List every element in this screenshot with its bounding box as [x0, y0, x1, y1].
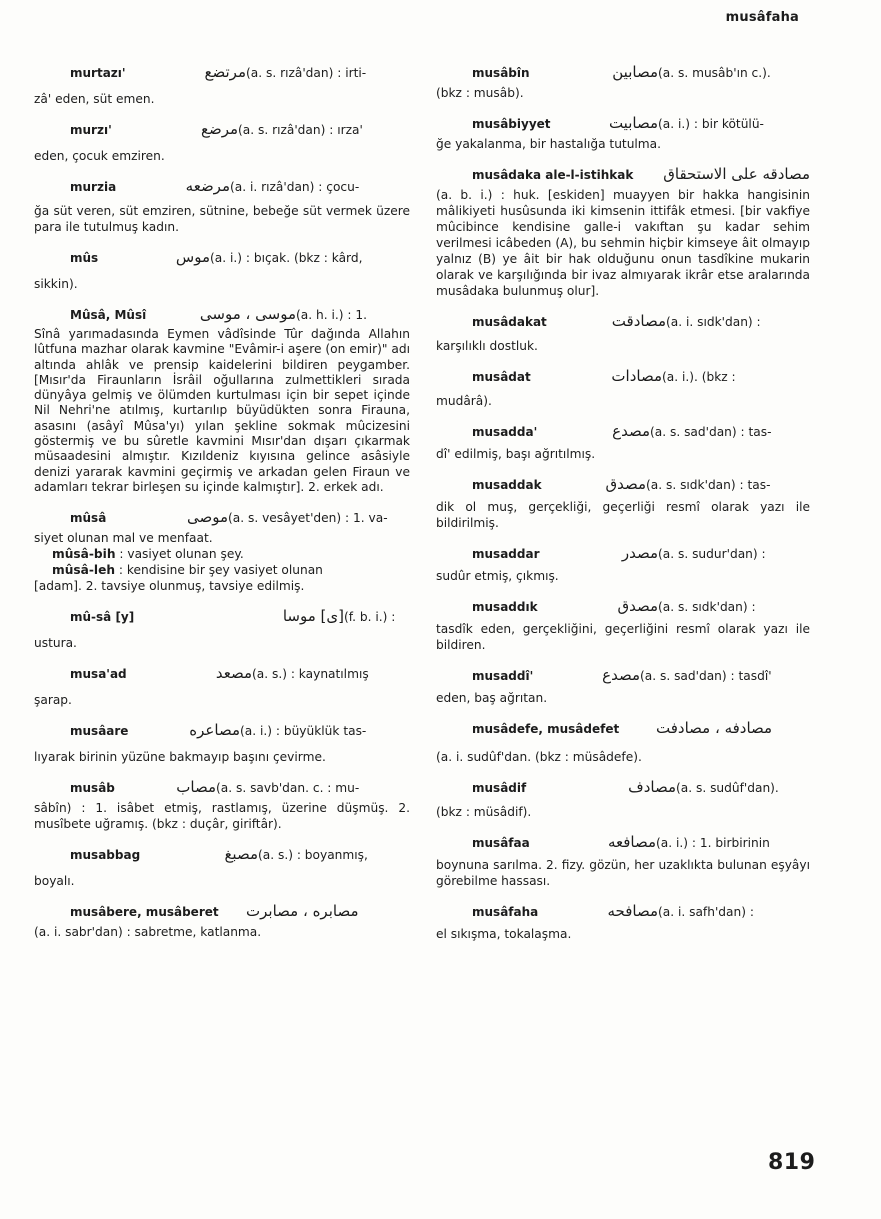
definition: eden, çocuk emziren. — [34, 149, 165, 163]
entry-musadefe — [436, 720, 810, 765]
definition: el sıkışma, tokalaşma. — [436, 927, 572, 941]
arabic-form: مصابره ، مصابرت — [246, 902, 359, 921]
entry-musabbag — [34, 846, 410, 889]
entry-musaad — [34, 665, 410, 708]
arabic-form: مصاب — [176, 778, 216, 797]
headword: musâbîn — [472, 66, 530, 80]
definition: zâ' eden, süt emen. — [34, 92, 155, 106]
entry-musadif — [436, 779, 810, 820]
grammar-note: (a. s. vesâyet'den) : 1. va- — [228, 511, 388, 526]
definition: mudârâ). — [436, 394, 492, 408]
definition: ğe yakalanma, bir hastalığa tutulma. — [436, 137, 662, 151]
entry-musafaha — [436, 903, 810, 942]
arabic-form: مصابيت — [608, 114, 658, 132]
headword: murzı' — [70, 123, 112, 137]
arabic-form: مرضع — [200, 120, 238, 138]
headword: musaddar — [472, 547, 540, 561]
headword: musâdaka ale-l-istihkak — [472, 168, 634, 182]
entry-murtazi — [34, 64, 410, 107]
left-column — [34, 64, 410, 940]
definition: şarap. — [34, 693, 72, 708]
sub-headword: mûsâ-bih — [52, 547, 116, 562]
definition: siyet olunan mal ve menfaat. — [34, 531, 213, 546]
grammar-note: (f. b. i.) : — [344, 610, 396, 625]
grammar-note: (a. s.) : kaynatılmış — [252, 667, 369, 682]
headword: mû-sâ [y] — [70, 610, 135, 625]
grammar-note: (a. i. sıdk'dan) : — [666, 315, 761, 329]
definition: boyalı. — [34, 874, 75, 889]
entry-mu-sa — [34, 608, 410, 651]
arabic-form: موصى — [186, 508, 228, 527]
headword: musâdat — [472, 370, 531, 384]
arabic-form: مصافحه — [607, 902, 658, 920]
arabic-form: موس — [175, 248, 210, 266]
entry-musaddi — [436, 667, 810, 706]
arabic-form: مرضعه — [185, 177, 230, 195]
headword: musâbiyyet — [472, 117, 551, 131]
arabic-form: مصادقه على الاستحقاق — [663, 165, 810, 183]
entry-musadakat — [436, 313, 810, 354]
grammar-note: (a. s. musâb'ın c.). — [658, 66, 771, 80]
grammar-note: (a. i.) : bir kötülü- — [658, 117, 764, 131]
entry-musadda — [436, 423, 810, 462]
grammar-note: (a. s. sad'dan) : tasdî' — [640, 669, 772, 683]
sub-definition: : kendisine bir şey vasiyet olunan — [118, 563, 323, 578]
entry-musa-musi — [34, 306, 410, 495]
definition: (a. b. i.) : huk. [eskiden] muayyen bir hakka hangisinin mâlikiyeti husûsunda iki kimsenin ittifâk etmesi. [bir vakfiye mûcibince kendisine galle-i vakıftan şu kadar sehim verilmesi icâbeden (A), bu sehmin hiçbir kimseye âit olmayıp yalnız (B) ye âit bir hak olduğunu onun tasdîkine mukarin olarak ve karşılığında bir ivaz almıyarak ikrâr etse aralarında musâdaka bulunmuş olur]. — [436, 188, 810, 298]
headword: musadda' — [472, 425, 538, 439]
headword: mûs — [70, 251, 99, 265]
sub-entry — [34, 562, 410, 578]
definition: (a. i. sudûf'dan. (bkz : müsâdefe). — [436, 750, 642, 764]
headword: musâdakat — [472, 315, 547, 329]
definition: boynuna sarılma. 2. fizy. gözün, her uzaklıkta bulunan eşyâyı görebilme hassası. — [436, 858, 810, 888]
entry-musadat — [436, 368, 810, 409]
headword: murzia — [70, 180, 117, 194]
arabic-form: مصابين — [612, 63, 658, 81]
page-number: 819 — [768, 1150, 816, 1175]
arabic-form: مصادف — [628, 778, 676, 796]
grammar-note: (a. s. sudur'dan) : — [658, 547, 766, 561]
entry-musaddak — [436, 476, 810, 531]
definition: ustura. — [34, 636, 77, 651]
grammar-note: (a. s.) : boyanmış, — [258, 848, 368, 863]
definition: sudûr etmiş, çıkmış. — [436, 569, 559, 583]
grammar-note: (a. s. rızâ'dan) : irti- — [246, 66, 367, 80]
headword: murtazı' — [70, 66, 126, 80]
definition: lıyarak birinin yüzüne bakmayıp başını çevirme. — [34, 750, 326, 765]
headword: musaddî' — [472, 669, 534, 683]
definition: sikkin). — [34, 277, 78, 291]
entry-musa-vesayet — [34, 509, 410, 594]
definition: (bkz : musâb). — [436, 86, 524, 100]
arabic-form: موسى ، موسى — [199, 305, 296, 323]
grammar-note: (a. i.) : bıçak. (bkz : kârd, — [210, 251, 363, 265]
entry-musabere — [34, 903, 410, 940]
entry-musaare — [34, 722, 410, 765]
arabic-form: مصدق — [617, 597, 658, 615]
arabic-form: مصاعره — [189, 721, 240, 740]
definition: (bkz : müsâdif). — [436, 805, 532, 819]
grammar-note: (a. s. rızâ'dan) : ırza' — [238, 123, 363, 137]
entry-musaddik — [436, 598, 810, 653]
entry-musadaka-ale-l-istihkak — [436, 166, 810, 299]
headword: mûsâ — [70, 511, 107, 526]
headword: musa'ad — [70, 667, 127, 682]
headword: musâbere, musâberet — [70, 905, 219, 920]
grammar-note: (a. s. savb'dan. c. : mu- — [216, 781, 360, 796]
definition-continued: [adam]. 2. tavsiye olunmuş, tavsiye edilmiş. — [34, 579, 305, 594]
headword: musâfaa — [472, 836, 530, 850]
headword: musâb — [70, 781, 115, 796]
entry-musabiyyet — [436, 115, 810, 152]
arabic-form: [ى] موسا — [282, 607, 344, 626]
right-column — [436, 64, 810, 942]
grammar-note: (a. i.). (bkz : — [662, 370, 736, 384]
definition: ğa süt veren, süt emziren, sütnine, bebeğe süt vermek üzere para ile tutulmuş kadın. — [34, 204, 410, 234]
grammar-note: (a. s. sıdk'dan) : — [658, 600, 756, 614]
definition: dik ol muş, gerçekliği, geçerliği resmî olarak yazı ile bildirilmiş. — [436, 500, 810, 530]
arabic-form: مرتضع — [204, 63, 246, 81]
entry-murzia — [34, 178, 410, 235]
grammar-note: (a. s. sudûf'dan). — [676, 781, 779, 795]
sub-definition: : vasiyet olunan şey. — [119, 547, 244, 562]
headword: musâfaha — [472, 905, 539, 919]
grammar-note: (a. s. sad'dan) : tas- — [650, 425, 772, 439]
definition: tasdîk eden, gerçekliğini, geçerliğini resmî olarak yazı ile bildiren. — [436, 622, 810, 652]
entry-musabin — [436, 64, 810, 101]
definition: dî' edilmiş, başı ağrıtılmış. — [436, 447, 596, 461]
arabic-form: مصادات — [611, 367, 662, 385]
arabic-form: مصدق — [605, 475, 646, 493]
headword: musâdefe, musâdefet — [472, 722, 620, 736]
headword: Mûsâ, Mûsî — [70, 308, 147, 322]
headword: musâdif — [472, 781, 527, 795]
grammar-note: (a. s. sıdk'dan) : tas- — [646, 478, 771, 492]
arabic-form: مصبغ — [224, 845, 258, 864]
grammar-note: (a. i. rızâ'dan) : çocu- — [230, 180, 360, 194]
grammar-note: (a. h. i.) : 1. — [296, 308, 367, 322]
headword: musâare — [70, 724, 129, 739]
grammar-note: (a. i.) : 1. birbirinin — [656, 836, 770, 850]
definition: karşılıklı dostluk. — [436, 339, 538, 353]
running-head: musâfaha — [725, 10, 799, 25]
definition: eden, baş ağrıtan. — [436, 691, 548, 705]
definition: (a. i. sabr'dan) : sabretme, katlanma. — [34, 925, 262, 940]
arabic-form: مصافعه — [607, 833, 656, 851]
headword: musaddak — [472, 478, 542, 492]
sub-headword: mûsâ-leh — [52, 563, 116, 578]
definition: Sînâ yarımadasında Eymen vâdîsinde Tûr dağında Allahın lûtfuna mazhar olarak kavmine "Evâmir-i aşere (on emir)" adı altında ahlâk ve prensip kaidelerini bildiren peygamber. [Mısır'da Firaunların İsrâil oğullarına zulmettikleri sırada dünyâya gelmiş ve ölümden kurtulması için bir sepet içinde Nil Nehri'ne atılmış, kurtarılıp büyüdükten sonra Firauna, asasını (asâyî Mûsa'yı) yılan şekline sokmak mûcizesini göstermiş ve bu sûretle kavmini Mısır'dan dışarı çıkarmak müsaadesini almıştır. Kızıldeniz kıyısına gelince asâsiyle denizi yararak kavmini geçirmiş ve arkadan gelen Firaun ve adamları tekrar birleşen su içinde kalmıştır]. 2. erkek adı. — [34, 327, 410, 494]
arabic-form: مصادفه ، مصادفت — [656, 719, 773, 737]
arabic-form: مصعد — [215, 664, 252, 683]
definition: sâbîn) : 1. isâbet etmiş, rastlamış, üzerine düşmüş. 2. musîbete uğramış. (bkz : duçâr, giriftâr). — [34, 801, 410, 832]
arabic-form: مصدر — [621, 544, 658, 562]
entry-musaddar — [436, 545, 810, 584]
headword: musaddık — [472, 600, 538, 614]
entry-musab — [34, 779, 410, 832]
arabic-form: مصادقت — [611, 312, 666, 330]
grammar-note: (a. i. safh'dan) : — [658, 905, 754, 919]
headword: musabbag — [70, 848, 141, 863]
entry-musafaa — [436, 834, 810, 889]
entry-mus — [34, 249, 410, 292]
arabic-form: مصدع — [612, 422, 650, 440]
entry-murzi — [34, 121, 410, 164]
grammar-note: (a. i.) : büyüklük tas- — [240, 724, 367, 739]
arabic-form: مصدع — [602, 666, 640, 684]
sub-entry — [34, 546, 410, 562]
